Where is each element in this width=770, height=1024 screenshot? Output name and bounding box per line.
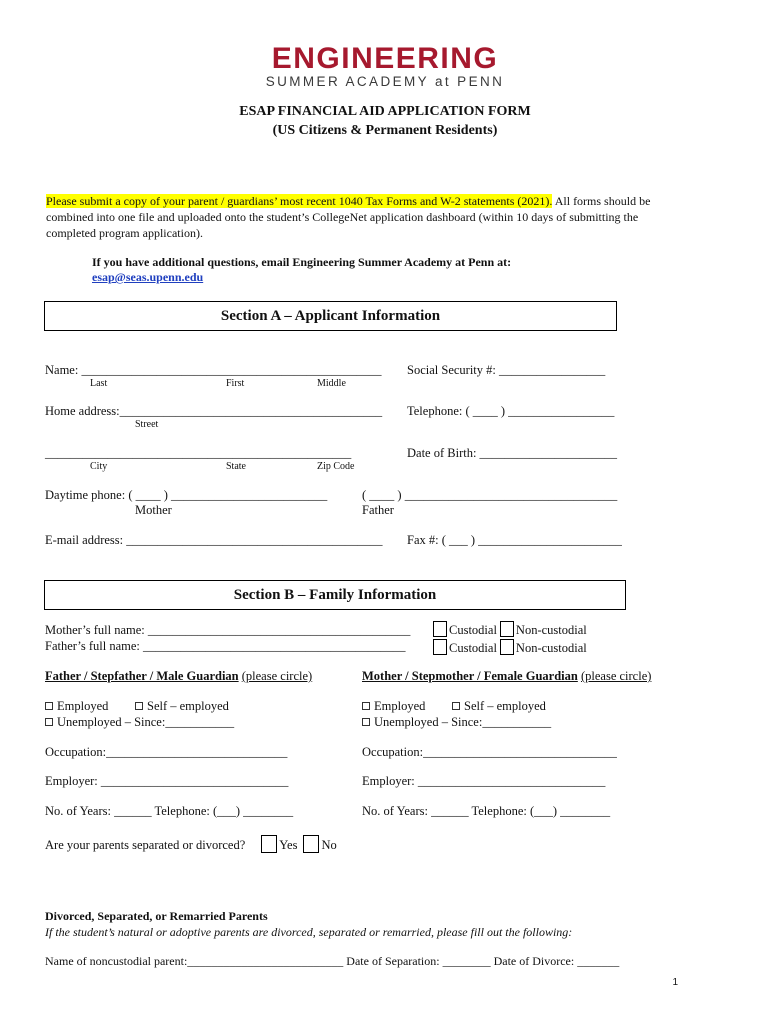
mother-unemployed-option[interactable]: Unemployed – Since:___________ xyxy=(362,715,551,730)
city-state-zip-field[interactable]: _________________________________________________ xyxy=(45,446,352,460)
telephone-field[interactable]: Telephone: ( ____ ) _________________ xyxy=(407,404,615,418)
father-column-heading: Father / Stepfather / Male Guardian (please circle) xyxy=(45,669,313,683)
mother-custodial-checkbox[interactable] xyxy=(433,621,447,637)
name-sub-middle: Middle xyxy=(317,378,346,389)
daytime-phone-father-field[interactable]: ( ____ ) __________________________________ xyxy=(362,488,618,502)
instructions-line-3: completed program application). xyxy=(46,226,203,240)
home-address-field[interactable]: Home address:__________________________________________ xyxy=(45,404,383,418)
name-field[interactable]: Name: ________________________________________________ xyxy=(45,363,382,377)
fax-field[interactable]: Fax #: ( ___ ) _______________________ xyxy=(407,533,622,547)
checkbox-icon[interactable] xyxy=(452,702,460,710)
mother-years-phone-field[interactable]: No. of Years: ______ Telephone: (___) ________ xyxy=(362,804,611,818)
divorced-heading: Divorced, Separated, or Remarried Parents xyxy=(45,909,268,923)
mother-self-employed-option[interactable]: Self – employed xyxy=(452,699,546,714)
mother-column-heading: Mother / Stepmother / Female Guardian (please circle) xyxy=(362,669,652,683)
father-self-employed-option[interactable]: Self – employed xyxy=(135,699,229,714)
father-custody-options: Custodial Non-custodial xyxy=(433,639,587,656)
name-sub-last: Last xyxy=(90,378,108,389)
mother-sub: Mother xyxy=(135,503,172,517)
father-name-field[interactable]: Father’s full name: __________________________________________ xyxy=(45,639,406,653)
mother-occupation-field[interactable]: Occupation:_______________________________ xyxy=(362,745,617,759)
separated-yes-checkbox[interactable] xyxy=(261,835,277,853)
father-occupation-field[interactable]: Occupation:_____________________________ xyxy=(45,745,288,759)
logo-subtitle: SUMMER ACADEMY at PENN xyxy=(265,74,505,89)
mother-name-field[interactable]: Mother’s full name: __________________________________________ xyxy=(45,623,411,637)
instructions-line-1: Please submit a copy of your parent / guardians’ most recent 1040 Tax Forms and W-2 statements (2021). All forms should be xyxy=(46,194,651,208)
zip-sub: Zip Code xyxy=(317,461,355,472)
form-subtitle: (US Citizens & Permanent Residents) xyxy=(272,123,498,138)
form-title: ESAP FINANCIAL AID APPLICATION FORM xyxy=(239,104,531,119)
name-sub-first: First xyxy=(226,378,245,389)
email-field[interactable]: E-mail address: _________________________________________ xyxy=(45,533,383,547)
city-sub: City xyxy=(90,461,108,472)
father-noncustodial-checkbox[interactable] xyxy=(500,639,514,655)
daytime-phone-mother-field[interactable]: Daytime phone: ( ____ ) _________________________ xyxy=(45,488,328,502)
checkbox-icon[interactable] xyxy=(362,702,370,710)
mother-employer-field[interactable]: Employer: ______________________________ xyxy=(362,774,606,788)
divorced-instruction: If the student’s natural or adoptive parents are divorced, separated or remarried, please fill out the following: xyxy=(45,925,573,939)
contact-text: If you have additional questions, email Engineering Summer Academy at Penn at: xyxy=(92,255,512,269)
page-number: 1 xyxy=(672,977,678,988)
state-sub: State xyxy=(226,461,246,472)
father-employed-option[interactable]: Employed xyxy=(45,699,108,714)
father-sub: Father xyxy=(362,503,394,517)
section-a-header: Section A – Applicant Information xyxy=(44,301,617,331)
mother-employed-option[interactable]: Employed xyxy=(362,699,425,714)
contact-email-link[interactable]: esap@seas.upenn.edu xyxy=(92,270,204,284)
checkbox-icon[interactable] xyxy=(362,718,370,726)
section-b-header: Section B – Family Information xyxy=(44,580,626,610)
logo-wordmark: ENGINEERING xyxy=(271,42,499,75)
mother-noncustodial-checkbox[interactable] xyxy=(500,621,514,637)
ssn-field[interactable]: Social Security #: _________________ xyxy=(407,363,606,377)
father-unemployed-option[interactable]: Unemployed – Since:___________ xyxy=(45,715,234,730)
checkbox-icon[interactable] xyxy=(135,702,143,710)
separated-question: Are your parents separated or divorced? Yes No xyxy=(45,835,337,853)
checkbox-icon[interactable] xyxy=(45,702,53,710)
separated-no-checkbox[interactable] xyxy=(303,835,319,853)
father-employer-field[interactable]: Employer: ______________________________ xyxy=(45,774,289,788)
father-years-phone-field[interactable]: No. of Years: ______ Telephone: (___) ________ xyxy=(45,804,294,818)
instructions-line-2: combined into one file and uploaded onto the student’s CollegeNet application dashboard (within 10 days of submitting the xyxy=(46,210,639,224)
checkbox-icon[interactable] xyxy=(45,718,53,726)
father-custodial-checkbox[interactable] xyxy=(433,639,447,655)
mother-custody-options: Custodial Non-custodial xyxy=(433,621,587,638)
noncustodial-parent-line[interactable]: Name of noncustodial parent:__________________________ Date of Separation: ________ Date of Divorce: _______ xyxy=(45,954,620,968)
street-sub: Street xyxy=(135,419,159,430)
dob-field[interactable]: Date of Birth: ______________________ xyxy=(407,446,618,460)
highlighted-instruction: Please submit a copy of your parent / guardians’ most recent 1040 Tax Forms and W-2 statements (2021). xyxy=(46,194,553,208)
